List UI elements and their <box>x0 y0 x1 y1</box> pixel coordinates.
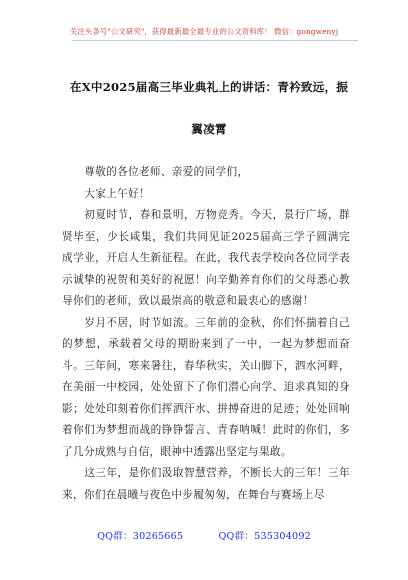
header-banner: 关注头条号"公文研究"，获得最新最全最专业的公文资料库！ 微信：gongwenyj <box>69 27 339 36</box>
body-paragraph: 岁月不居，时节如流。三年前的金秋，你们怀揣着自己的梦想，承载着父母的期盼来到了一中，一起为梦想而奋斗。三年间，寒来暑往，春华秋实，关山脚下，泗水河畔，在美丽一中校园，处处留下了你们潜心向学、追求真知的身影；处处印刻着你们挥洒汗水、拼搏奋进的足迹；处处回响着你们为梦想而战的铮铮誓言、青春呐喊！此时的你们，多了几分成熟与自信，眼神中透露出坚定与果敢。 <box>62 316 350 458</box>
body-paragraph: 这三年，是你们汲取智慧营养，不断长大的三年！三年来，你们在晨曦与夜色中步履匆匆，在舞台与赛场上尽 <box>62 467 350 501</box>
header-divider <box>72 40 358 41</box>
salutation: 尊敬的各位老师、亲爱的同学们， <box>84 166 249 178</box>
footer-qq-group-2: QQ群：535304092 <box>218 531 311 542</box>
footer-qq-group-1: QQ群：30265665 <box>97 531 184 542</box>
document-body <box>62 162 350 506</box>
document-title: 在X中2025届高三毕业典礼上的讲话：青衿致远，振翼凌霄 <box>69 80 349 136</box>
greeting: 大家上午好！ <box>84 187 150 200</box>
body-paragraph: 初夏时节，春和景明，万物竞秀。今天，景行广场，群贤毕至，少长咸集，我们共同见证2025届高三学子圆满完成学业，开启人生新征程。在此，我代表学校向各位同学表示诚挚的祝贺和美好的祝愿！向辛勤养育你们的父母悉心教导你们的老师，致以最崇高的敬意和最衷心的感谢！ <box>62 209 350 307</box>
footer-contacts <box>0 528 408 542</box>
